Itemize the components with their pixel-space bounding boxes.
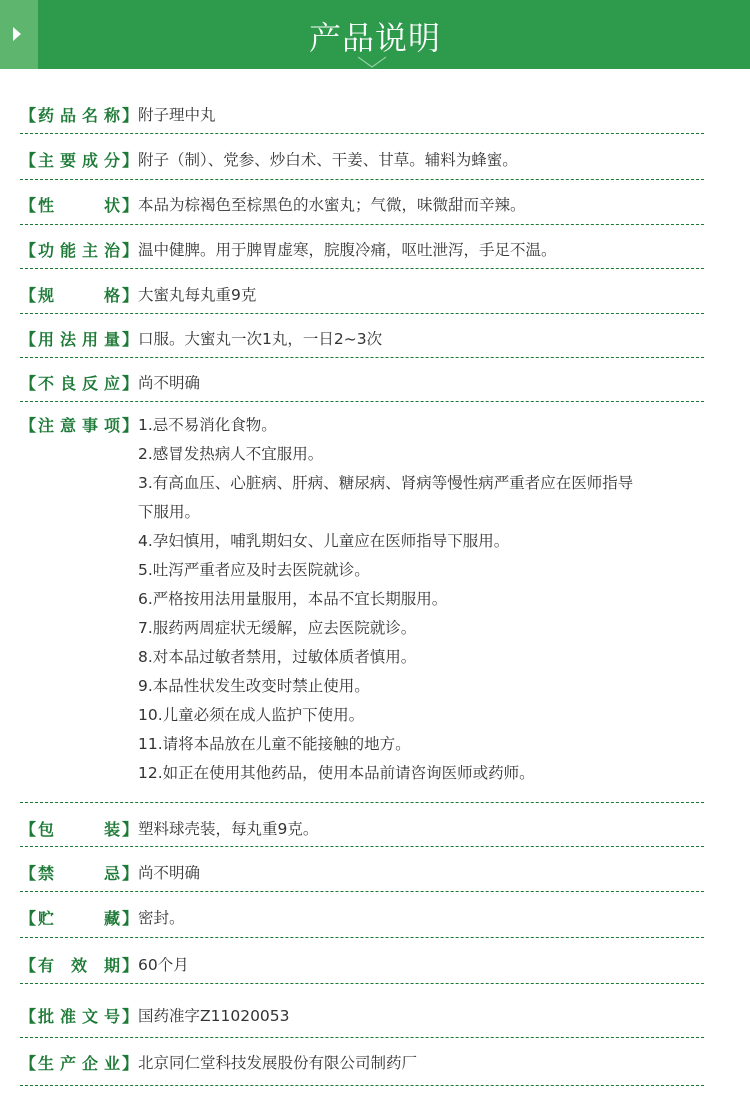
bracket-close: 】	[122, 241, 139, 260]
field-value: 附子理中丸	[138, 106, 216, 124]
note-line: 11.请将本品放在儿童不能接触的地方。	[138, 735, 411, 753]
bracket-close: 】	[122, 416, 139, 435]
bracket-close: 】	[122, 151, 139, 170]
bracket-open: 【	[20, 1054, 37, 1073]
bracket-open: 【	[20, 374, 37, 393]
field-value: 温中健脾。用于脾胃虚寒，脘腹冷痛，呕吐泄泻，手足不温。	[138, 241, 557, 259]
field-value: 60个月	[138, 956, 189, 974]
field-label-text: 包 装	[38, 820, 120, 839]
field-value: 北京同仁堂科技发展股份有限公司制药厂	[138, 1054, 418, 1072]
field-value: 附子（制）、党参、炒白术、干姜、甘草。辅料为蜂蜜。	[138, 151, 518, 169]
bracket-open: 【	[20, 106, 37, 125]
field-label-text: 有 效 期	[38, 956, 120, 975]
header-banner	[0, 0, 750, 69]
field-label-text: 禁 忌	[38, 864, 120, 883]
field-label-text: 批 准 文 号	[38, 1007, 120, 1026]
note-line: 5.吐泻严重者应及时去医院就诊。	[138, 561, 370, 579]
dashed-divider	[20, 313, 704, 314]
bracket-open: 【	[20, 330, 37, 349]
field-label-text: 功 能 主 治	[38, 241, 120, 260]
dashed-divider	[20, 891, 704, 892]
bracket-open: 【	[20, 909, 37, 928]
dashed-divider	[20, 846, 704, 847]
field-label-text: 规 格	[38, 286, 120, 305]
dashed-divider	[20, 268, 704, 269]
note-line: 1.忌不易消化食物。	[138, 416, 277, 434]
dashed-divider	[20, 802, 704, 803]
note-line: 3.有高血压、心脏病、肝病、糖尿病、肾病等慢性病严重者应在医师指导	[138, 474, 634, 492]
dashed-divider	[20, 133, 704, 134]
note-line: 下服用。	[138, 503, 201, 521]
dashed-divider	[20, 401, 704, 402]
field-value: 本品为棕褐色至棕黑色的水蜜丸；气微，味微甜而辛辣。	[138, 196, 526, 214]
field-label-text: 贮 藏	[38, 909, 120, 928]
bracket-close: 】	[122, 286, 139, 305]
note-line: 12.如正在使用其他药品，使用本品前请咨询医师或药师。	[138, 764, 535, 782]
field-label-text: 注 意 事 项	[38, 416, 120, 435]
field-value: 尚不明确	[138, 374, 201, 392]
note-line: 9.本品性状发生改变时禁止使用。	[138, 677, 370, 695]
note-line: 6.严格按用法用量服用，本品不宜长期服用。	[138, 590, 448, 608]
bracket-open: 【	[20, 820, 37, 839]
bracket-close: 】	[122, 820, 139, 839]
page-title: 产品说明	[308, 19, 441, 57]
dashed-divider	[20, 1037, 704, 1038]
field-value: 尚不明确	[138, 864, 201, 882]
dashed-divider	[20, 179, 704, 180]
field-value: 大蜜丸每丸重9克	[138, 286, 257, 304]
dashed-divider	[20, 357, 704, 358]
bracket-close: 】	[122, 864, 139, 883]
dashed-divider	[20, 224, 704, 225]
bracket-open: 【	[20, 196, 37, 215]
note-line: 7.服药两周症状无缓解，应去医院就诊。	[138, 619, 417, 637]
note-line: 8.对本品过敏者禁用，过敏体质者慎用。	[138, 648, 417, 666]
note-line: 4.孕妇慎用，哺乳期妇女、儿童应在医师指导下服用。	[138, 532, 510, 550]
field-label-text: 不 良 反 应	[38, 374, 120, 393]
field-label-text: 药 品 名 称	[38, 106, 120, 125]
chevron-down-icon	[357, 56, 387, 69]
bracket-open: 【	[20, 864, 37, 883]
bracket-open: 【	[20, 151, 37, 170]
field-label-text: 生 产 企 业	[38, 1054, 120, 1073]
bracket-open: 【	[20, 1007, 37, 1026]
dashed-divider	[20, 983, 704, 984]
notes-list	[138, 413, 703, 790]
bracket-close: 】	[122, 956, 139, 975]
bracket-close: 】	[122, 196, 139, 215]
field-value: 密封。	[138, 909, 185, 927]
field-label-text: 性 状	[38, 196, 120, 215]
bracket-open: 【	[20, 241, 37, 260]
bracket-open: 【	[20, 286, 37, 305]
bracket-open: 【	[20, 956, 37, 975]
field-value: 塑料球壳装，每丸重9克。	[138, 820, 319, 838]
field-label-text: 主 要 成 分	[38, 151, 120, 170]
bracket-open: 【	[20, 416, 37, 435]
dashed-divider	[20, 1085, 704, 1086]
field-value: 国药准字Z11020053	[138, 1007, 290, 1025]
bracket-close: 】	[122, 374, 139, 393]
bracket-close: 】	[122, 106, 139, 125]
bracket-close: 】	[122, 1054, 139, 1073]
note-line: 2.感冒发热病人不宜服用。	[138, 445, 324, 463]
bracket-close: 】	[122, 909, 139, 928]
field-value: 口服。大蜜丸一次1丸，一日2~3次	[138, 330, 383, 348]
dashed-divider	[20, 937, 704, 938]
field-label-text: 用 法 用 量	[38, 330, 120, 349]
bracket-close: 】	[122, 1007, 139, 1026]
note-line: 10.儿童必须在成人监护下使用。	[138, 706, 365, 724]
bracket-close: 】	[122, 330, 139, 349]
